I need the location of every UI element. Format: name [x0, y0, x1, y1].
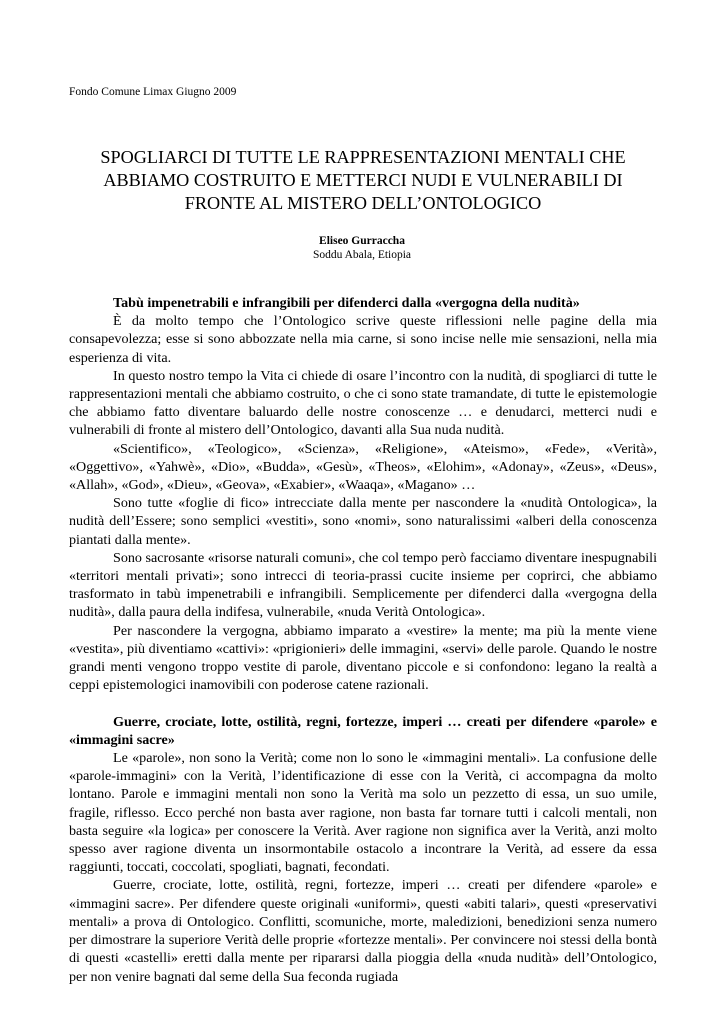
paragraph: Sono tutte «foglie di fico» intrecciate dalla mente per nascondere la «nudità Ontologica», la nudità dell’Essere; sono semplici «vestiti», sono «nomi», sono naturalissimi «alberi della conoscenza piantati dalla mente».	[69, 495, 657, 548]
author-name: Eliseo Gurraccha	[319, 235, 405, 247]
paragraph: Le «parole», non sono la Verità; come non lo sono le «immagini mentali». La confusione delle «parole-immagini» con la Verità, l’identificazione di esse con la Verità, ci accompagna da molto lontano. Parole e immagini mentali non sono la Verità ma solo un pezzetto di essa, un suo umile, fragile, riflesso. Ecco perché non basta aver ragione, non basta far tornare tutti i calcoli mentali, non basta seguire «la logica» per conoscere la Verità. Aver ragione non significa aver la Verità, anzi molto spesso aver ragione diventa un insormontabile ostacolo a incontrare la Verità, ad essere da essa raggiunti, toccati, coccolati, spogliati, bagnati, fecondati.	[69, 750, 657, 876]
page-header: Fondo Comune Limax Giugno 2009	[69, 86, 237, 98]
section-heading-1: Tabù impenetrabili e infrangibili per difenderci dalla «vergogna della nudità»	[113, 295, 580, 311]
section-heading-2: Guerre, crociate, lotte, ostilità, regni, fortezze, imperi … creati per difendere «parole» e «immagini sacre»	[69, 713, 657, 748]
author-block	[0, 234, 724, 262]
paragraph: Sono sacrosante «risorse naturali comuni», che col tempo però facciamo diventare inespugnabili «territori mentali privati»; sono intrecci di teoria-prassi cucite insieme per coprirci, che abbiamo trasformato in tabù impenetrabili e infrangibili. Semplicemente per difenderci dalla «vergogna della nudità», dalla paura della indifesa, vulnerabile, «nuda Verità Ontologica».	[69, 549, 657, 621]
document-body	[69, 294, 657, 986]
paragraph: In questo nostro tempo la Vita ci chiede di osare l’incontro con la nudità, di spogliarci di tutte le rappresentazioni mentali che abbiamo costruito, o che ci sono state tramandate, di tutte le epistemologie che abbiamo fatto diventare baluardo delle nostre conoscenze … e denudarci, metterci nudi e vulnerabili di fronte al mistero dell’Ontologico, davanti alla Sua nuda nudità.	[69, 367, 657, 439]
paragraph: È da molto tempo che l’Ontologico scrive queste riflessioni nelle pagine della mia consapevolezza; esse si sono abbozzate nella mia carne, si sono incise nelle mie sensazioni, nella mia esperienza di vita.	[69, 313, 657, 366]
document-title: SPOGLIARCI DI TUTTE LE RAPPRESENTAZIONI MENTALI CHE ABBIAMO COSTRUITO E METTERCI NUDI E VULNERABILI DI FRONTE AL MISTERO DELL’ONTOLOGICO	[100, 147, 626, 213]
author-place: Soddu Abala, Etiopia	[312, 249, 412, 261]
paragraph: Guerre, crociate, lotte, ostilità, regni, fortezze, imperi … creati per difendere «parole» e «immagini sacre». Per difendere queste originali «uniformi», questi «abiti talari», questi «preservativi mentali» a prova di Ontologico. Conflitti, scomuniche, morte, maledizioni, benedizioni senza numero per dimostrare la superiore Verità delle proprie «fortezze mentali». Per convincere noi stessi della bontà di questi «castelli» eretti dalla mente per ripararsi dalla pioggia della «nuda nudità» dell’Ontologico, per non venire bagnati dal seme della Sua feconda rugiada	[69, 877, 657, 985]
paragraph: «Scientifico», «Teologico», «Scienza», «Religione», «Ateismo», «Fede», «Verità», «Oggettivo», «Yahwè», «Dio», «Budda», «Gesù», «Theos», «Elohim», «Adonay», «Zeus», «Deus», «Allah», «God», «Dieu», «Geova», «Exabier», «Waaqa», «Magano» …	[69, 440, 657, 494]
paragraph: Per nascondere la vergogna, abbiamo imparato a «vestire» la mente; ma più la mente viene «vestita», più diventiamo «cattivi»: «prigionieri» delle immagini, «servi» delle parole. Quando le nostre grandi menti vengono troppo vestite di parole, diventano piccole e si confondono: legano la realtà a ceppi epistemologici inamovibili con poderose catene razionali.	[69, 622, 657, 694]
